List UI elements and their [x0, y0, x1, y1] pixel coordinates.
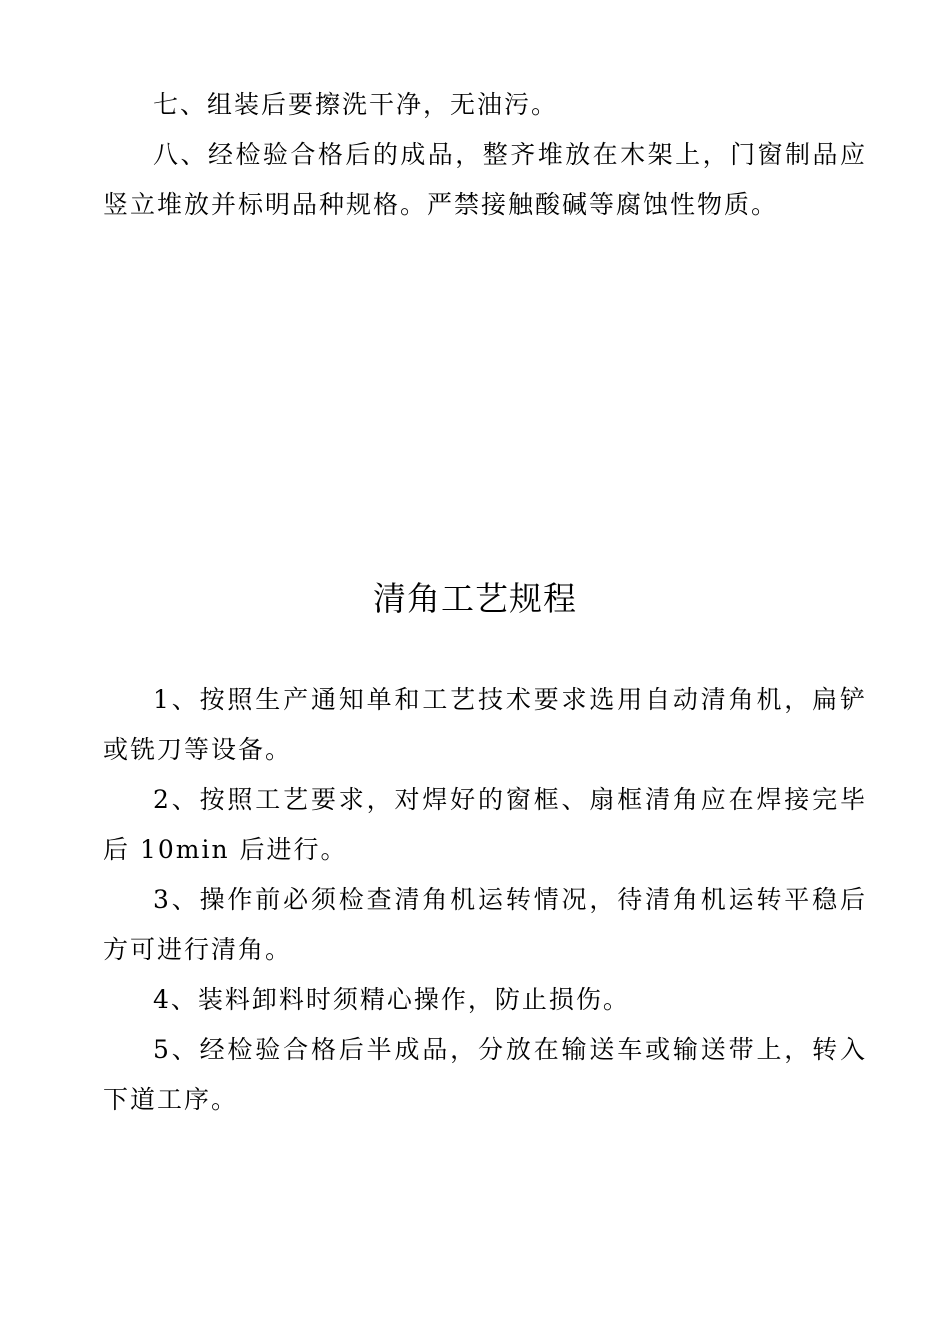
- procedure-step: 5、经检验合格后半成品，分放在输送车或输送带上，转入下道工序。: [103, 1035, 867, 1114]
- paragraph-item-8: 八、经检验合格后的成品，整齐堆放在木架上，门窗制品应竖立堆放并标明品种规格。严禁接触酸碱等腐蚀性物质。: [103, 140, 867, 219]
- section-title: 清角工艺规程: [373, 579, 577, 618]
- procedure-step: 3、操作前必须检查清角机运转情况，待清角机运转平稳后方可进行清角。: [103, 885, 867, 964]
- corner-cleaning-procedure: [103, 675, 867, 1125]
- previous-section-continuation: [103, 80, 867, 230]
- procedure-step: 2、按照工艺要求，对焊好的窗框、扇框清角应在焊接完毕后 10min 后进行。: [103, 785, 867, 864]
- procedure-step: 4、装料卸料时须精心操作，防止损伤。: [153, 985, 630, 1014]
- paragraph-item-7: 七、组装后要擦洗干净，无油污。: [153, 90, 559, 119]
- procedure-step: 1、按照生产通知单和工艺技术要求选用自动清角机，扁铲或铣刀等设备。: [103, 685, 867, 764]
